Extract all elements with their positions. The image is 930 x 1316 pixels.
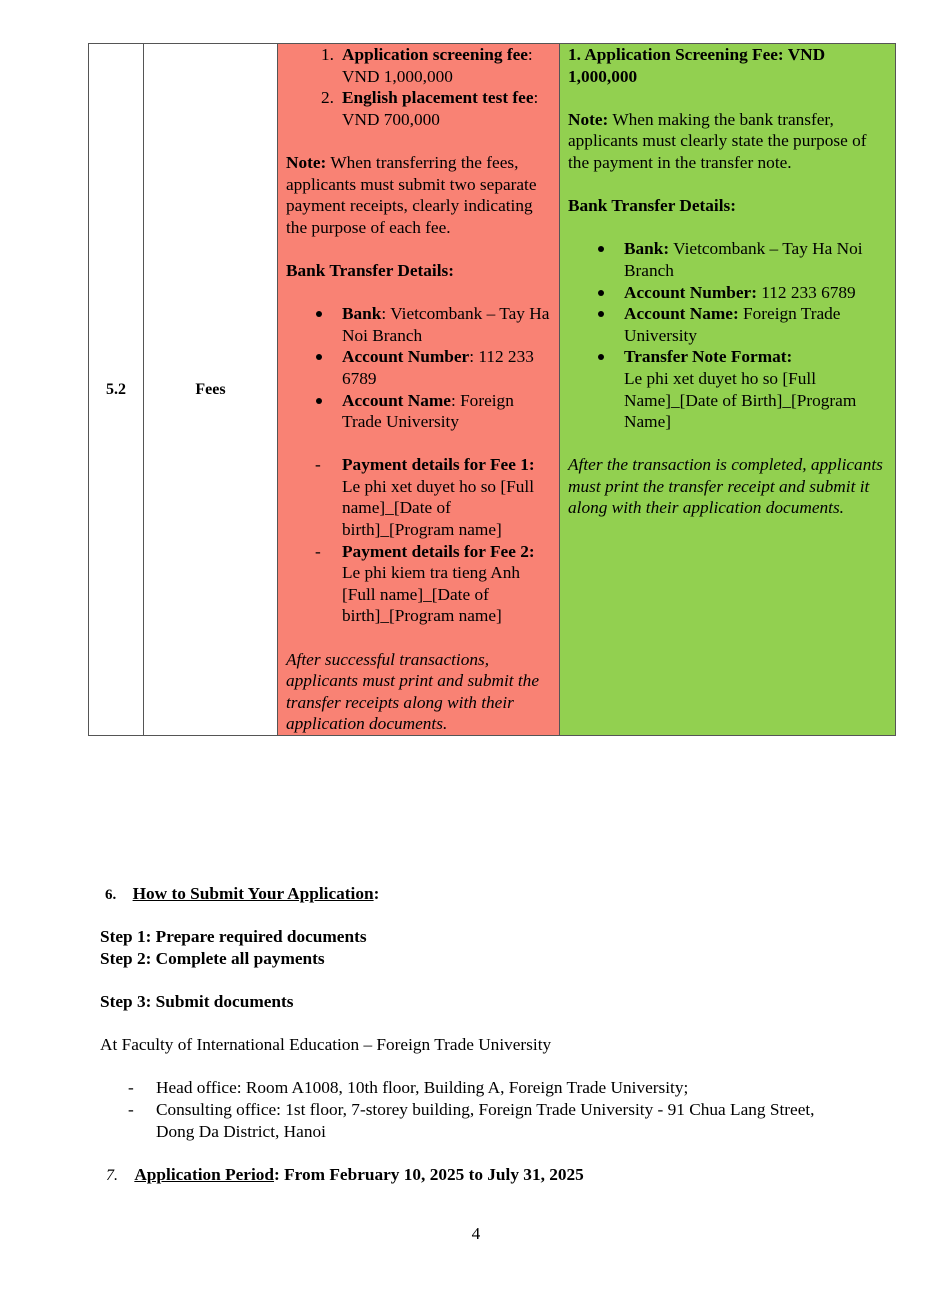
list-item: - Payment details for Fee 2: Le phi kiem tra tieng Anh [Full name]_[Date of birth]_[Program name] — [315, 541, 535, 626]
fee-label: Application screening fee — [342, 45, 528, 64]
row-label: Fees — [144, 44, 278, 736]
table-row — [89, 44, 896, 736]
section-number: 6. — [105, 887, 117, 903]
list-item: 1. Application screening fee: VND 1,000,000 — [321, 45, 533, 86]
section-number: 7. — [106, 1167, 118, 1184]
old-footer-note: After successful transactions, applicants must print and submit the transfer receipts along with their application documents. — [286, 649, 539, 734]
new-bank-title: Bank Transfer Details: — [568, 196, 737, 216]
bullet-icon — [286, 346, 342, 389]
new-fees-cell — [560, 44, 896, 736]
section-6-heading: 6. How to Submit Your Application: — [105, 884, 380, 903]
fee-value: : VND 700,000 — [342, 88, 539, 129]
fees-table — [88, 43, 896, 736]
bullet-icon — [568, 303, 624, 346]
old-note: Note: When transferring the fees, applicants must submit two separate payment receipts, clearly indicating the purpose of each fee. — [286, 152, 537, 237]
list-item: Account Name: Foreign Trade University — [286, 390, 551, 433]
location-text: At Faculty of International Education – Foreign Trade University — [100, 1035, 552, 1054]
step-1: Step 1: Prepare required documents — [100, 927, 367, 946]
list-item: Account Name: Foreign Trade University — [568, 303, 889, 346]
bullet-icon — [286, 390, 342, 433]
new-footer-note: After the transaction is completed, applicants must print the transfer receipt and submit it along with their application documents. — [568, 455, 883, 518]
step-3: Step 3: Submit documents — [100, 992, 294, 1011]
fee-value: : VND 1,000,000 — [342, 45, 533, 86]
bullet-icon — [286, 303, 342, 346]
list-item: Account Number: 112 233 6789 — [286, 346, 551, 389]
page-number: 4 — [471, 1224, 481, 1243]
list-item: Bank: Vietcombank – Tay Ha Noi Branch — [568, 238, 889, 281]
old-fees-cell — [278, 44, 560, 736]
fee-label: English placement test fee — [342, 88, 534, 108]
new-note: Note: When making the bank transfer, applicants must clearly state the purpose of the payment in the transfer note. — [568, 109, 867, 172]
section-title: How to Submit Your Application — [132, 884, 374, 903]
bullet-icon — [568, 346, 624, 432]
list-item: - Consulting office: 1st floor, 7-storey building, Foreign Trade University - 91 Chua Lang Street, Dong Da District, Hanoi — [128, 1100, 815, 1141]
list-item: Bank: Vietcombank – Tay Ha Noi Branch — [286, 303, 551, 346]
section-title: Application Period — [134, 1165, 275, 1184]
list-item: 2. English placement test fee: VND 700,000 — [321, 88, 539, 129]
bullet-icon — [568, 282, 624, 304]
bullet-icon — [568, 238, 624, 281]
list-item: Transfer Note Format: Le phi xet duyet ho so [Full Name]_[Date of Birth]_[Program Name] — [568, 346, 889, 432]
step-2: Step 2: Complete all payments — [100, 949, 325, 968]
new-fee-title: 1. Application Screening Fee: VND 1,000,000 — [568, 45, 826, 86]
old-bank-title: Bank Transfer Details: — [286, 260, 455, 280]
list-item: - Payment details for Fee 1: Le phi xet duyet ho so [Full name]_[Date of birth]_[Program name] — [315, 455, 535, 540]
list-item: Account Number: 112 233 6789 — [568, 282, 889, 304]
section-7-heading: 7. Application Period: From February 10, 2025 to July 31, 2025 — [106, 1165, 584, 1184]
row-number: 5.2 — [89, 44, 144, 736]
list-item: - Head office: Room A1008, 10th floor, Building A, Foreign Trade University; — [128, 1078, 689, 1097]
